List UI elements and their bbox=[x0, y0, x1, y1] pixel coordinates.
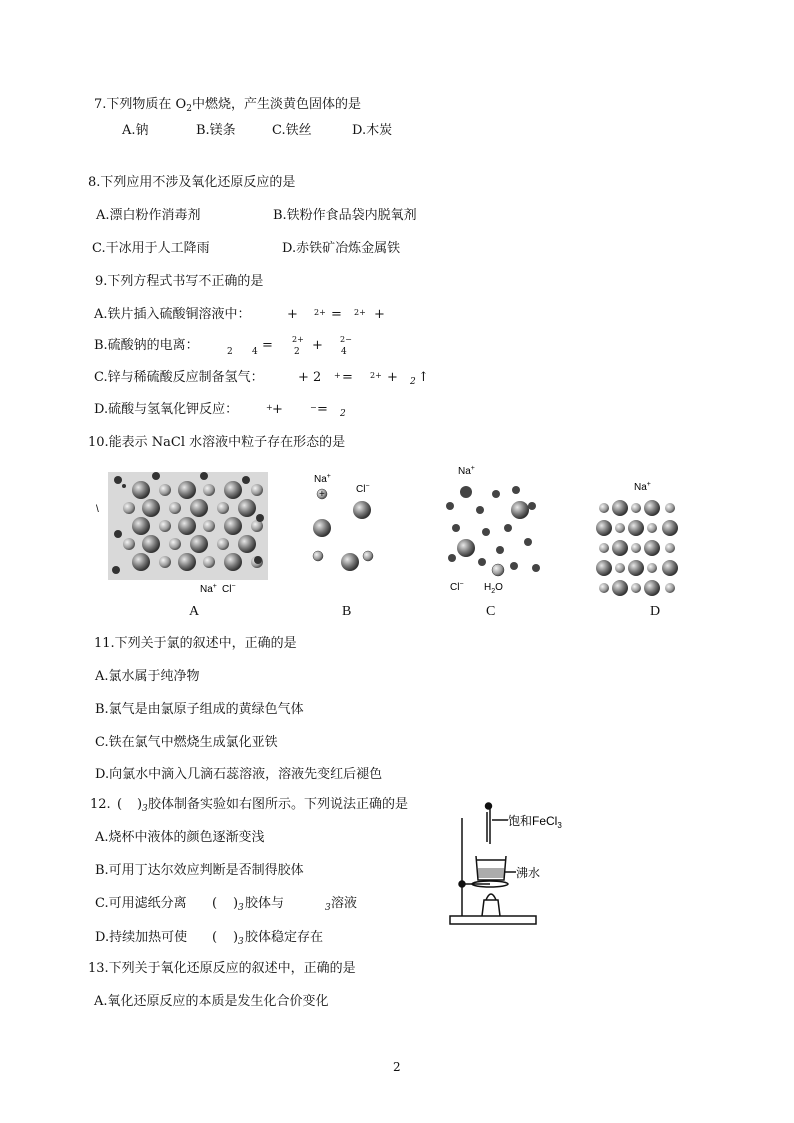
q12-fecl3-label: 饱和FeCl$_3$ bbox=[508, 814, 562, 830]
svg-text:+: + bbox=[319, 489, 325, 500]
q9-option-c: C.锌与稀硫酸反应制备氢气： + 2 + = 2+ + 2 ↑ bbox=[94, 370, 429, 387]
q7-option-d: D.木炭 bbox=[352, 123, 393, 138]
q11-stem: 11.下列关于氯的叙述中，正确的是 bbox=[94, 636, 297, 651]
q10-fig-label-c: C bbox=[486, 604, 496, 619]
q10-figure-a bbox=[96, 468, 276, 602]
q12-option-a: A.烧杯中液体的颜色逐渐变浅 bbox=[95, 830, 265, 845]
q10-b-cl-label: Cl− bbox=[356, 483, 370, 495]
q7-option-c: C.铁丝 bbox=[272, 123, 312, 138]
q10-fig-label-a: A bbox=[189, 604, 200, 619]
q8-option-a: A.漂白粉作消毒剂 bbox=[96, 208, 201, 223]
q10-figure-c bbox=[436, 462, 548, 596]
q10-fig-label-d: D bbox=[650, 604, 661, 619]
q11-option-b: B.氯气是由氯原子组成的黄绿色气体 bbox=[95, 702, 304, 717]
q7-stem: 7.下列物质在 $O_2$中燃烧，产生淡黄色固体的是 bbox=[94, 97, 361, 114]
q8-option-b: B.铁粉作食品袋内脱氧剂 bbox=[273, 208, 417, 223]
q12-stem: 12. ( ) 3 胶体制备实验如右图所示。下列说法正确的是 bbox=[90, 797, 409, 814]
q10-c-cl-label: Cl− bbox=[450, 581, 464, 593]
q10-a-cl-label: Cl− bbox=[222, 583, 236, 595]
q9-stem: 9.下列方程式书写不正确的是 bbox=[95, 274, 264, 289]
q9-option-a: A.铁片插入硫酸铜溶液中： + 2+ = 2+ + bbox=[94, 307, 385, 322]
q8-option-d: D.赤铁矿冶炼金属铁 bbox=[282, 241, 401, 256]
q9-option-b: B.硫酸钠的电离： 2 4 = 2+ 2 + 2− 4 bbox=[94, 335, 352, 357]
q10-c-na-label: Na+ bbox=[458, 465, 475, 477]
q10-a-na-label: Na+ bbox=[200, 583, 217, 595]
q12-option-b: B.可用丁达尔效应判断是否制得胶体 bbox=[95, 863, 304, 878]
q10-fig-label-b: B bbox=[342, 604, 352, 619]
q11-option-d: D.向氯水中滴入几滴石蕊溶液，溶液先变红后褪色 bbox=[95, 767, 383, 782]
q9-option-d: D.硫酸与氢氧化钾反应： + + − = 2 bbox=[94, 402, 346, 419]
q7-option-b: B.镁条 bbox=[196, 123, 236, 138]
q12-water-label: 沸水 bbox=[516, 866, 541, 880]
q13-option-a: A.氧化还原反应的本质是发生化合价变化 bbox=[94, 994, 329, 1009]
q10-d-na-label: Na+ bbox=[634, 481, 651, 493]
page-number: 2 bbox=[393, 1060, 401, 1074]
q10-c-water-label: $H_2O$ bbox=[484, 582, 503, 595]
q7-option-a: A.钠 bbox=[122, 123, 149, 138]
q13-stem: 13.下列关于氧化还原反应的叙述中，正确的是 bbox=[88, 961, 356, 976]
q10-a-slash: \ bbox=[96, 504, 99, 515]
q12-option-d: D.持续加热可使 ( ) 3 胶体稳定存在 bbox=[95, 930, 324, 947]
q10-figure-b bbox=[306, 470, 386, 582]
q12-apparatus-figure bbox=[446, 800, 576, 932]
q10-b-na-label: Na+ bbox=[314, 473, 331, 485]
q12-option-c: C.可用滤纸分离 ( ) 3 胶体与 3 溶液 bbox=[95, 896, 358, 913]
q8-stem: 8.下列应用不涉及氧化还原反应的是 bbox=[88, 175, 296, 190]
q11-option-c: C.铁在氯气中燃烧生成氯化亚铁 bbox=[95, 735, 278, 750]
q10-stem: 10.能表示 NaCl 水溶液中粒子存在形态的是 bbox=[88, 435, 346, 450]
q11-option-a: A.氯水属于纯净物 bbox=[95, 669, 200, 684]
q8-option-c: C.干冰用于人工降雨 bbox=[92, 241, 210, 256]
q10-figure-d bbox=[594, 476, 684, 598]
